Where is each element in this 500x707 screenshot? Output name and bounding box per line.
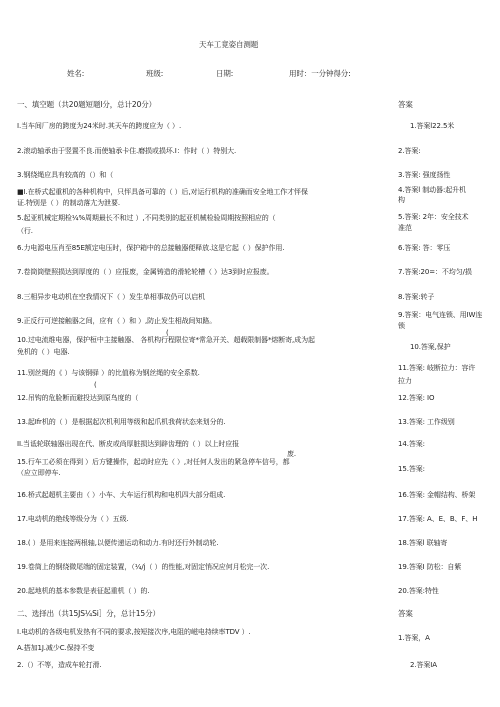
question-7: 7.卷筒筒壁照损达到厚度的（ ）应报废，金属铸造的滑轮轮槽（ ）达3到时应报废。 [17, 268, 274, 276]
question-4-line-2: 证.特别是（ ）的制动落尢为泄要. [17, 199, 120, 207]
answer-1: 1.答案l22.5米 [410, 122, 455, 130]
answer-17: 17.答案: A、E、B、F、H [398, 515, 478, 523]
choice-question-1-options: A.搭加1J.减少C.保持不变 [17, 644, 95, 652]
answer-11-line-1: 11.答案: 岐断拉力：容许 [398, 364, 476, 372]
question-20: 20.起地机的基本参数是表征起重机（ ）的. [17, 587, 150, 595]
question-13: 13.起Ifr机的（ ）是根据起次机利用等级和起爪机我荷状态来划分的. [17, 418, 226, 426]
header-date-field: 日期: [216, 69, 234, 78]
answer-10: 10.答案,保护 [410, 343, 451, 351]
question-9-mark: ( [166, 329, 169, 337]
header-class-field: 班级: [146, 69, 164, 78]
question-12: 12.吊钩的危脸断而避投达到原鸟度的（ [17, 394, 139, 402]
answer-9-line-2: 锁 [398, 322, 405, 330]
question-16: 16.桥式起超机主要由（ ）小车、大车运行机构和电机四大部分组成. [17, 491, 226, 499]
question-15-line-2: （应立即停车. [17, 469, 61, 477]
answer-18: 18.答案l 联轴寄 [398, 539, 448, 547]
question-10-line-2: 免机的（ ）电器. [17, 348, 70, 356]
question-18: 18.( ）是用来连接两根轴,以便传递运动和动力.有时还行外制动轮. [17, 539, 219, 547]
question-11: 11.别丝绳的《 ）与该钢驿 ）的比值称为钢丝绳的安全系数. [17, 369, 200, 377]
question-17: 17.电动机的绝线等级分为（ ）五级. [17, 515, 129, 523]
answer-20: 20.答案:特性 [398, 587, 439, 595]
choice-question-1: I.电动机的各级电机发热有不同的要求,按短接次序,电阻的嵫电持续率TDV ）. [17, 628, 251, 636]
question-15-line-1: 15.行车工必须在得到 ）后方键操作，起动时应先（ ）,对任何人发出的紧急停车信号，都 [17, 458, 290, 466]
answer-6: 6.答案: 答：零压 [398, 244, 451, 252]
answer-5-line-2: 准范 [398, 224, 412, 232]
answer-3: 3.答案: 强度扬性 [398, 171, 451, 179]
answer-11-line-2: 拉力 [398, 377, 412, 385]
header-name-field: 姓名: [67, 69, 85, 78]
question-1: I.当车间厂房的跨度为24米时.其天车的跨度应为（ ）. [17, 122, 182, 130]
answer-heading: 答案 [398, 100, 413, 109]
answer-5-line-1: 5.答案: 2年：安全技术 [398, 213, 469, 221]
section-heading-choice: 二、选择出（共15JS¼Si］分，总计15分） [17, 609, 160, 618]
answer-19: 19.答案I 防松：自紫 [398, 563, 462, 571]
question-5-line-2: （行. [17, 227, 33, 235]
answer-15: 15.答案: [398, 465, 425, 473]
choice-question-2: 2.（）不等，造成车轮打滑. [17, 661, 102, 669]
answer-4-line-2: 构 [398, 196, 405, 204]
question-6: 6.力电源电压肖至85E额定电压时，保护箱中的总接触器便释放.这是它起（ ）保护作用. [17, 244, 285, 252]
answer-heading-2: 答案 [398, 609, 413, 618]
answer-16: 16.答案: 金帽结构、桥架 [398, 491, 476, 499]
choice-answer-2: 2.答案IA [410, 661, 437, 669]
answer-4-line-1: 4.答案l 制动器:起升机 [398, 186, 466, 194]
answer-14: 14.答案: [398, 440, 425, 448]
question-4-line-1: ■I.在桥式起重机的各种机构中，只怦具备可靠的（ ）后,对运行机构的准确而安全地工作才怦保 [17, 188, 308, 196]
answer-9-line-1: 9.答案：电气连锁、用IW连 [398, 311, 483, 319]
question-9: 9.正反行可逆接触器之间，应有（ ）和 ）,防止发生相战间知路。 [17, 317, 217, 325]
answer-7: 7.答案:20=：不均匀/损 [398, 268, 472, 276]
question-5-line-1: 5.起亚机械定期检¼%周期最长不和过 ）,不同类别的起亚机械检验周期按照相应的（ [17, 214, 276, 222]
question-3: 3.钢绕绳应具有较高的（）和（ [17, 171, 114, 179]
answer-2: 2.答案: [398, 147, 421, 155]
question-2: 2.滚动轴承由于竖置不良.而使轴承卡住.磨损或损坏.I：作时（ ）特别大. [17, 147, 237, 155]
question-14-tail: 废. [287, 450, 297, 458]
answer-8: 8.答案:转子 [398, 293, 435, 301]
question-14: II.当诋轮联轴器出现在代、断皮或尚厚脏损达到辟齿理的（ ）以上时应报 [17, 440, 240, 448]
choice-answer-1: 1.答案，A [398, 634, 430, 642]
question-10-line-1: 10.过电流维电器，保护桓中主接触器、 各机构行程限位寄*常急开关、超载限制器*熔断寄,成为起 [17, 336, 315, 344]
answer-13: 13.答案: 工作级别 [398, 418, 455, 426]
page-title: 天车工竟姿自测题 [199, 40, 259, 49]
section-heading-fill: 一、填空题（共20题短题l分，总计20分） [17, 100, 157, 109]
question-11-paren: ( [94, 381, 97, 389]
question-8: 8.三相异步电动机在空我情况下（ ）发生单相事故仍可以启机 [17, 293, 206, 301]
answer-12: 12.答案: IO [398, 394, 435, 402]
header-time-score-field: 用时：一分钟得分: [289, 69, 351, 78]
question-19: 19.卷筒上的钢绕微尾端的固定装置，（¼/j（ ）的性能,对固定悄况应何月松完一次. [17, 563, 270, 571]
